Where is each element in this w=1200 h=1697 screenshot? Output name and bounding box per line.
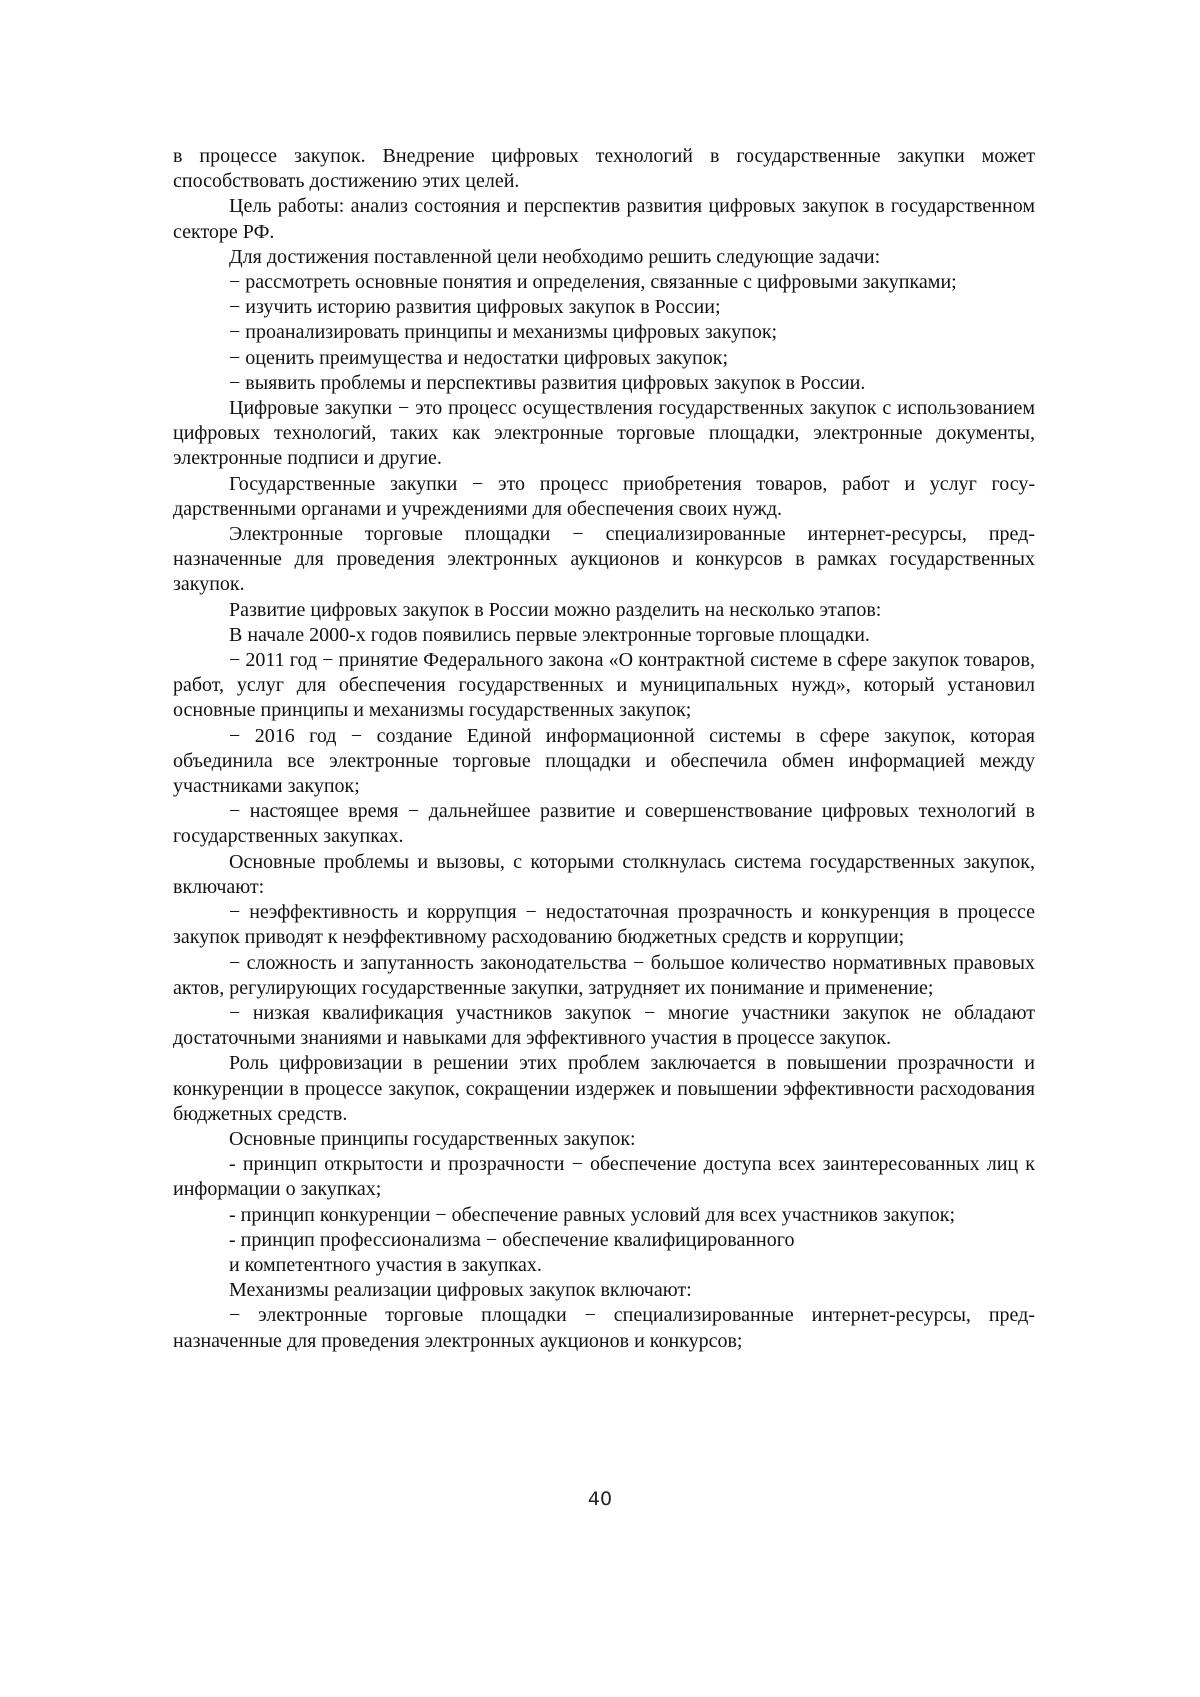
paragraph: Механизмы реализации цифровых закупок включают: — [173, 1278, 1035, 1303]
page-number: 40 — [0, 1488, 1200, 1510]
list-item: − оценить преимущества и недостатки цифровых закупок; — [173, 346, 1035, 371]
paragraph: Роль цифровизации в решении этих проблем заключается в повышении прозрачно­сти и конкуренции в процессе закупок, сокращении издержек и повышении эффективно­сти расходования бюджетных средств. — [173, 1051, 1035, 1127]
list-item: − выявить проблемы и перспективы развития цифровых закупок в России. — [173, 371, 1035, 396]
paragraph: в процессе закупок. Внедрение цифровых технологий в государственные закупки может способствовать достижению этих целей. — [173, 144, 1035, 194]
list-item: - принцип профессионализма − обеспечение квалифицированного — [173, 1228, 1035, 1253]
paragraph: Для достижения поставленной цели необходимо решить следующие задачи: — [173, 245, 1035, 270]
paragraph: Цифровые закупки − это процесс осуществления государственных закупок с ис­пользованием цифровых технологий, таких как электронные торговые площадки, элек­тронные документы, электронные подписи и другие. — [173, 396, 1035, 472]
paragraph: В начале 2000-х годов появились первые электронные торговые площадки. — [173, 623, 1035, 648]
list-item: − 2016 год − создание Единой информационной системы в сфере закупок, которая объединила все электронные торговые площадки и обеспечила обмен информацией меж­ду участниками закупок; — [173, 724, 1035, 800]
paragraph: Государственные закупки − это процесс приобретения товаров, работ и услуг госу­дарственными органами и учреждениями для обеспечения своих нужд. — [173, 472, 1035, 522]
list-item: − неэффективность и коррупция − недостаточная прозрачность и конкуренция в процессе закупок приводят к неэффективному расходованию бюджетных средств и кор­рупции; — [173, 900, 1035, 950]
list-item: − электронные торговые площадки − специализированные интернет-ресурсы, пред­назначенные для проведения электронных аукционов и конкурсов; — [173, 1303, 1035, 1353]
list-item: − рассмотреть основные понятия и определения, связанные с цифровыми закупка­ми; — [173, 270, 1035, 295]
paragraph: Развитие цифровых закупок в России можно разделить на несколько этапов: — [173, 598, 1035, 623]
body-text — [173, 144, 1035, 1354]
list-item: − сложность и запутанность законодательства − большое количество нормативных правовых актов, регулирующих государственные закупки, затрудняет их понимание и применение; — [173, 951, 1035, 1001]
list-item: − изучить историю развития цифровых закупок в России; — [173, 295, 1035, 320]
list-item: − низкая квалификация участников закупок − многие участники закупок не обла­дают достаточными знаниями и навыками для эффективного участия в процессе закупок. — [173, 1001, 1035, 1051]
list-item: − настоящее время − дальнейшее развитие и совершенствование цифровых техно­логий в государственных закупках. — [173, 799, 1035, 849]
paragraph: Основные принципы государственных закупок: — [173, 1127, 1035, 1152]
paragraph: Основные проблемы и вызовы, с которыми столкнулась система государственных закупок, включают: — [173, 850, 1035, 900]
paragraph: Цель работы: анализ состояния и перспектив развития цифровых закупок в госу­дарственном секторе РФ. — [173, 194, 1035, 244]
list-item: - принцип открытости и прозрачности − обеспечение доступа всех заинтересован­ных лиц к информации о закупках; — [173, 1152, 1035, 1202]
list-item-continuation: и компетентного участия в закупках. — [173, 1253, 1035, 1278]
list-item: - принцип конкуренции − обеспечение равных условий для всех участников заку­пок; — [173, 1203, 1035, 1228]
document-page — [0, 0, 1200, 1697]
paragraph: Электронные торговые площадки − специализированные интернет-ресурсы, пред­назначенные для проведения электронных аукционов и конкурсов в рамках государ­ственных закупок. — [173, 522, 1035, 598]
list-item: − 2011 год − принятие Федерального закона «О контрактной системе в сфере заку­пок товаров, работ, услуг для обеспечения государственных и муниципальных нужд», который установил основные принципы и механизмы государственных закупок; — [173, 648, 1035, 724]
list-item: − проанализировать принципы и механизмы цифровых закупок; — [173, 320, 1035, 345]
